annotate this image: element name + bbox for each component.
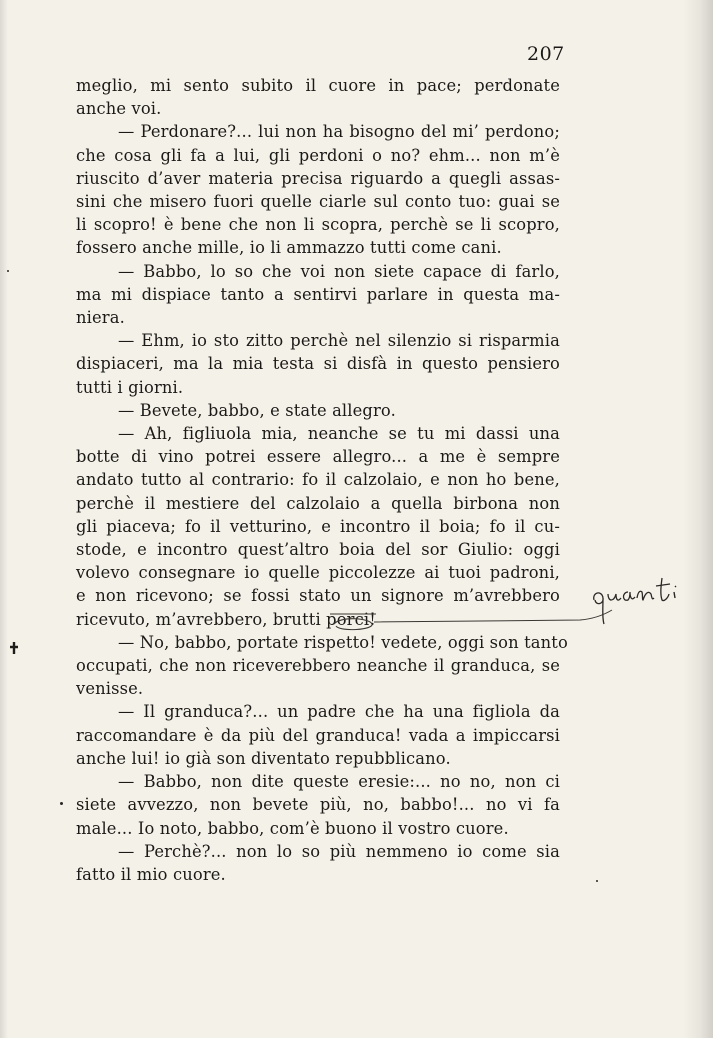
page-binding-shadow — [683, 0, 713, 1038]
text-line: botte di vino potrei essere allegro... a me è sempre — [76, 447, 560, 467]
text-line: volevo consegnare io quelle piccolezze ai tuoi padroni, — [76, 563, 560, 583]
paper-speck — [7, 270, 9, 272]
handwritten-margin-note — [590, 568, 700, 628]
text-line: venisse. — [76, 679, 144, 699]
text-line: siete avvezzo, non bevete più, no, babbo!... no vi fa — [76, 795, 560, 815]
text-line: meglio, mi sento subito il cuore in pace; perdonate — [76, 76, 560, 95]
paper-speck — [60, 802, 63, 805]
text-line: ma mi dispiace tanto a sentirvi parlare in questa ma- — [76, 284, 560, 304]
page-number: 207 — [527, 43, 565, 65]
text-line: andato tutto al contrario: fo il calzolaio, e non ho bene, — [76, 470, 560, 490]
page-left-edge-shadow — [0, 0, 8, 1038]
text-line: niera. — [76, 308, 125, 328]
text-line: anche lui! io già son diventato repubblicano. — [76, 748, 451, 768]
text-line: ricevuto, m’avrebbero, brutti porci! — [76, 609, 376, 629]
text-line: — Ah, figliuola mia, neanche se tu mi dassi una — [118, 424, 560, 444]
text-line: — Ehm, io sto zitto perchè nel silenzio si risparmia — [118, 331, 560, 351]
text-line: — Perchè?... non lo so più nemmeno io come sia — [118, 841, 560, 861]
text-line: fatto il mio cuore. — [76, 864, 226, 884]
text-line: — Babbo, lo so che voi non siete capace di farlo, — [118, 261, 560, 281]
pencil-annotation-stroke — [330, 596, 620, 636]
text-line: — Bevete, babbo, e state allegro. — [118, 400, 396, 420]
text-line: fossero anche mille, io li ammazzo tutti come cani. — [76, 238, 502, 258]
text-line: e non ricevono; se fossi stato un signore m’avrebbero — [76, 586, 560, 606]
margin-ink-mark — [8, 640, 20, 656]
body-text — [76, 74, 568, 886]
text-line: — Perdonare?... lui non ha bisogno del mi’ perdono; — [118, 122, 560, 142]
text-line: occupati, che non riceverebbero neanche il granduca, se — [76, 656, 560, 676]
text-line: stode, e incontro quest’altro boia del sor Giulio: oggi — [76, 540, 560, 560]
text-line: anche voi. — [76, 99, 162, 119]
text-line: sini che misero fuori quelle ciarle sul conto tuo: guai se — [76, 192, 560, 212]
text-line: raccomandare è da più del granduca! vada a impiccarsi — [76, 725, 560, 745]
text-line: male... Io noto, babbo, com’è buono il vostro cuore. — [76, 818, 509, 838]
paper-speck — [596, 880, 598, 882]
text-line: — No, babbo, portate rispetto! vedete, oggi son tanto — [118, 632, 568, 652]
text-line: perchè il mestiere del calzolaio a quella birbona non — [76, 493, 560, 513]
text-line: tutti i giorni. — [76, 377, 184, 397]
text-line: gli piaceva; fo il vetturino, e incontro il boia; fo il cu- — [76, 516, 560, 536]
text-line: riuscito d’aver materia precisa riguardo a quegli assas- — [76, 168, 560, 188]
text-line: — Babbo, non dite queste eresie:... no no, non ci — [118, 772, 560, 792]
text-line: che cosa gli fa a lui, gli perdoni o no? ehm... non m’è — [76, 145, 560, 165]
text-line: dispiaceri, ma la mia testa si disfà in questo pensiero — [76, 354, 560, 374]
text-line: — Il granduca?... un padre che ha una figliola da — [118, 702, 560, 722]
text-line: li scopro! è bene che non li scopra, perchè se li scopro, — [76, 215, 560, 235]
